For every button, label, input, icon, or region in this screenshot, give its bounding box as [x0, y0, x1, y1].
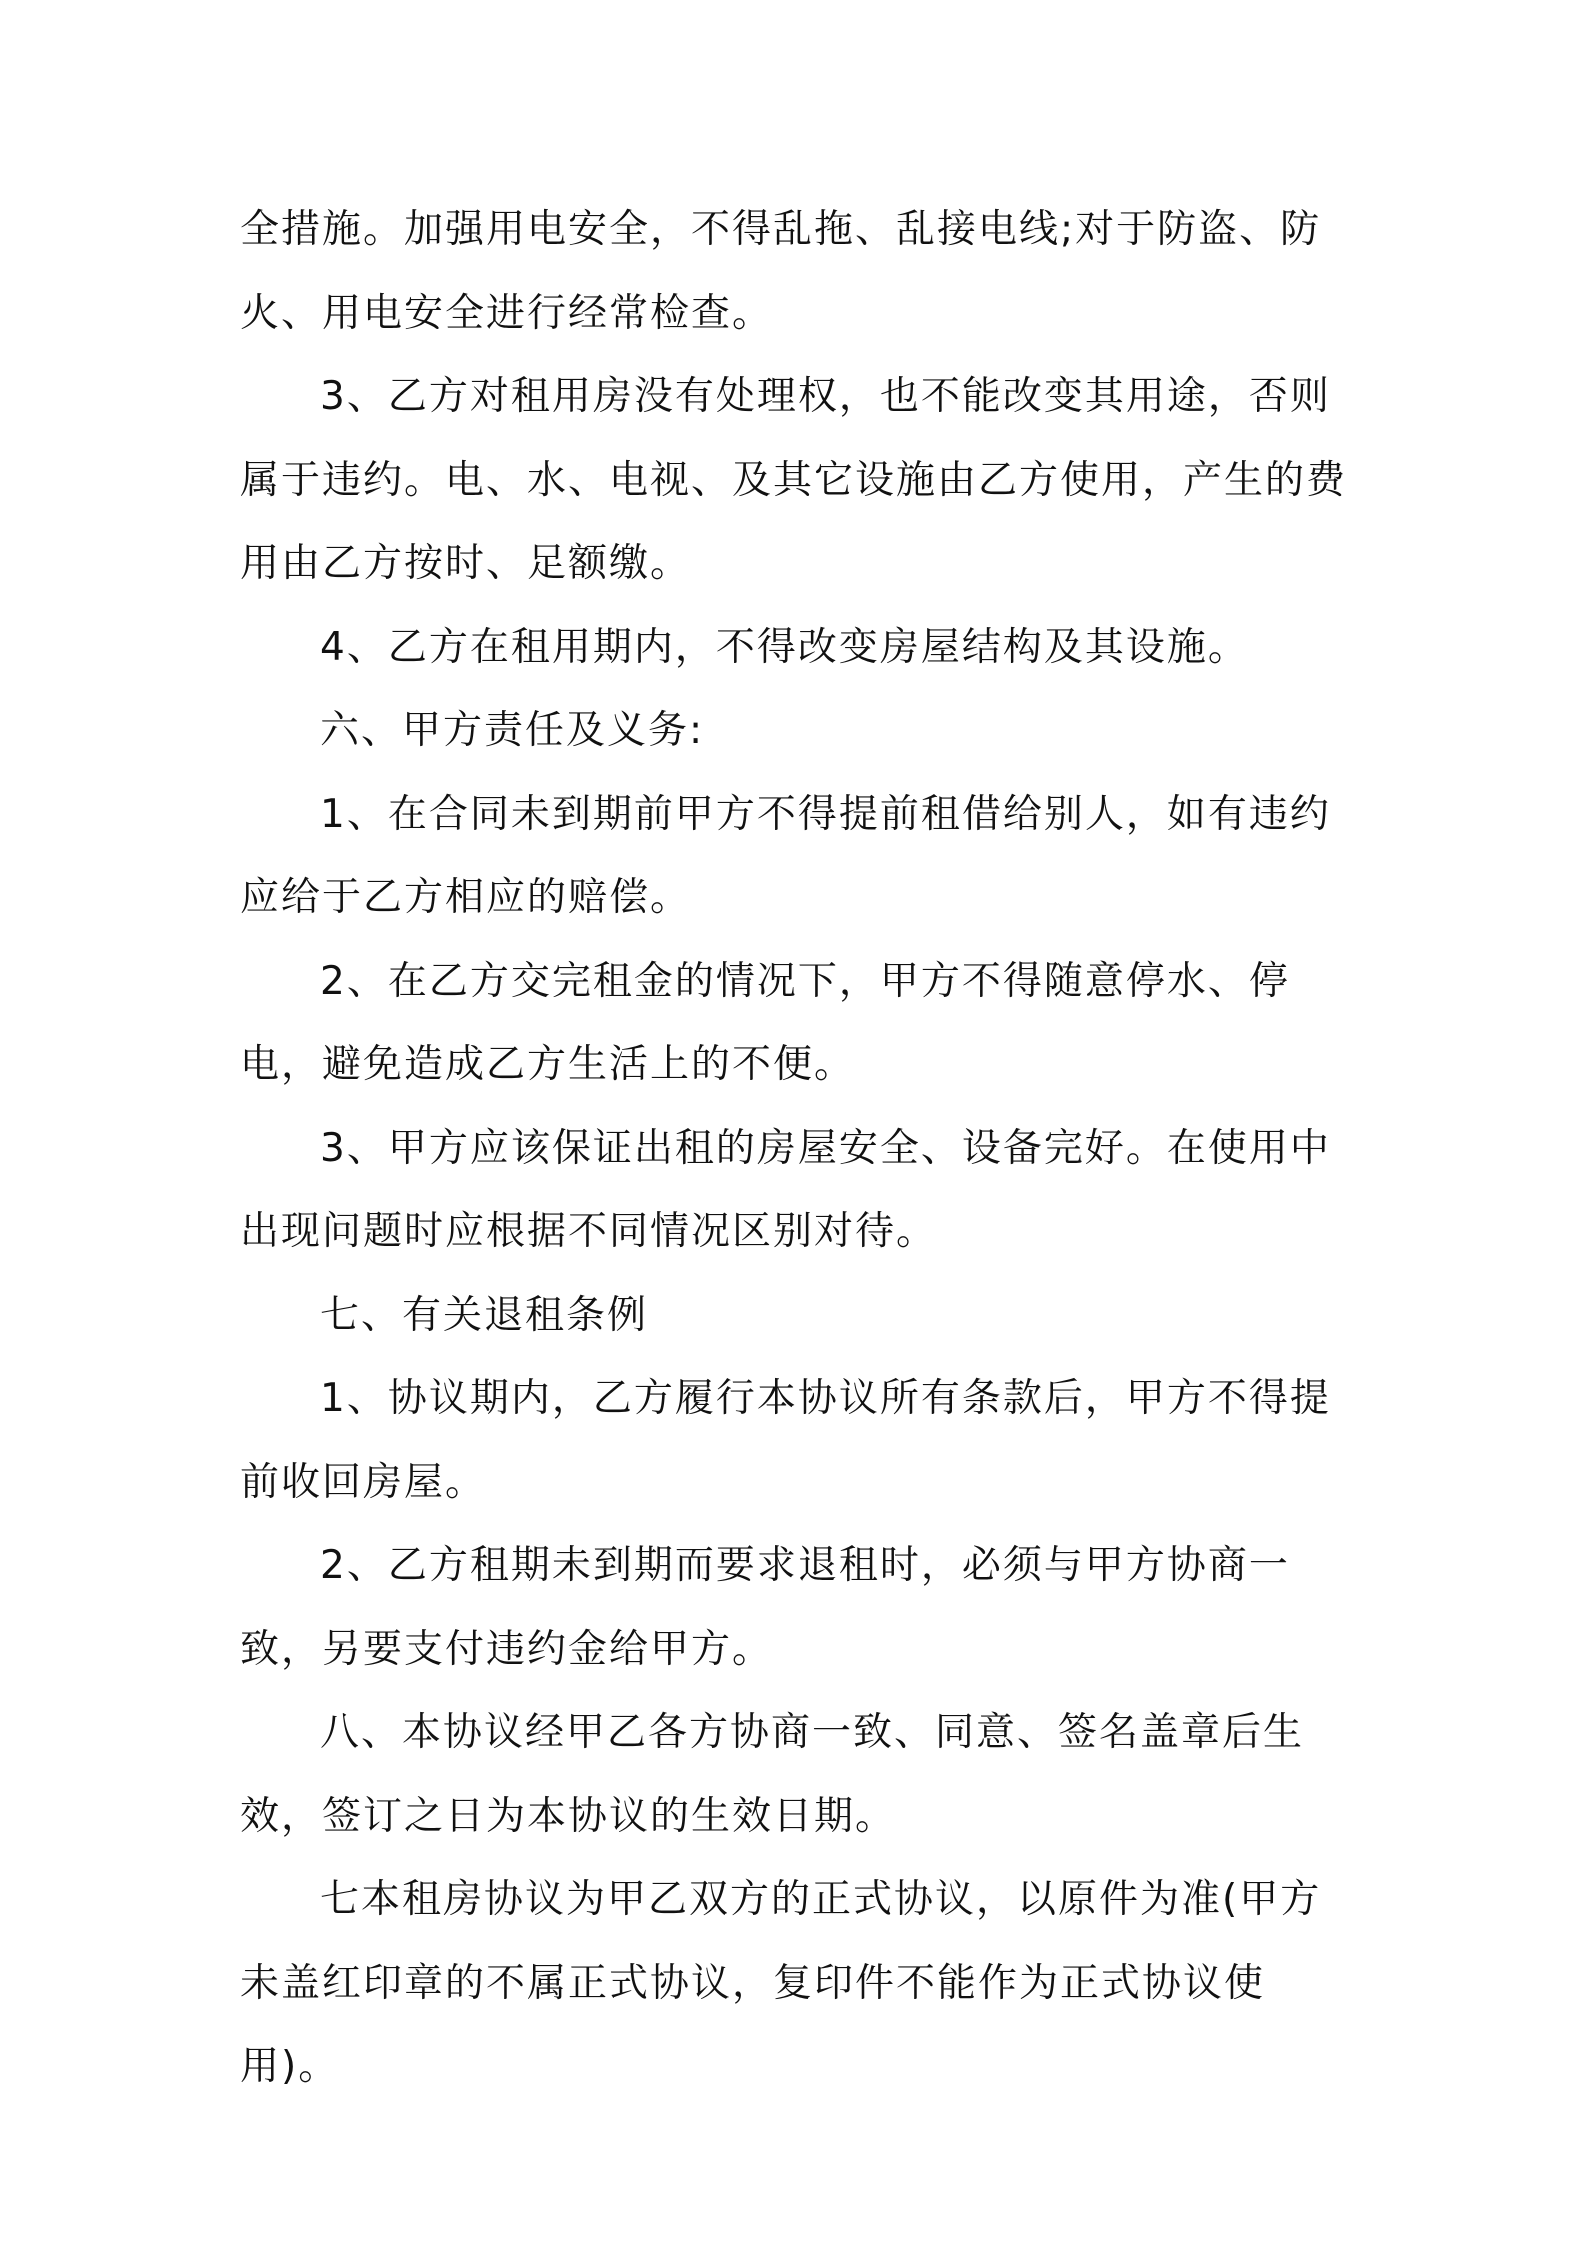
document-body [240, 188, 1360, 2109]
section-heading-termination: 七、有关退租条例 [320, 1292, 649, 1338]
paragraph-landlord-clause-2: 2、在乙方交完租金的情况下，甲方不得随意停水、停电，避免造成乙方生活上的不便。 [240, 958, 1290, 1087]
section-heading-landlord-duties: 六、甲方责任及义务: [320, 708, 705, 753]
paragraph-continuation: 全措施。加强用电安全，不得乱拖、乱接电线;对于防盗、防火、用电安全进行经常检查。 [240, 207, 1322, 336]
paragraph-effective-date: 八、本协议经甲乙各方协商一致、同意、签名盖章后生效，签订之日为本协议的生效日期。 [240, 1710, 1305, 1839]
paragraph-clause-3-tenant-no-disposal: 3、乙方对租用房没有处理权，也不能改变其用途，否则属于违约。电、水、电视、及其它设施由乙方使用，产生的费用由乙方按时、足额缴。 [240, 374, 1348, 586]
paragraph-landlord-clause-3: 3、甲方应该保证出租的房屋安全、设备完好。在使用中出现问题时应根据不同情况区别对待。 [240, 1125, 1331, 1254]
paragraph-termination-clause-2: 2、乙方租期未到期而要求退租时，必须与甲方协商一致，另要支付违约金给甲方。 [240, 1543, 1290, 1672]
paragraph-clause-4-no-structure-change: 4、乙方在租用期内，不得改变房屋结构及其设施。 [320, 624, 1249, 670]
paragraph-landlord-clause-1: 1、在合同未到期前甲方不得提前租借给别人，如有违约应给于乙方相应的赔偿。 [240, 791, 1331, 920]
paragraph-formal-agreement: 七本租房协议为甲乙双方的正式协议，以原件为准(甲方未盖红印章的不属正式协议，复印件不能作为正式协议使用)。 [240, 1877, 1322, 2089]
paragraph-termination-clause-1: 1、协议期内，乙方履行本协议所有条款后，甲方不得提前收回房屋。 [240, 1376, 1331, 1505]
